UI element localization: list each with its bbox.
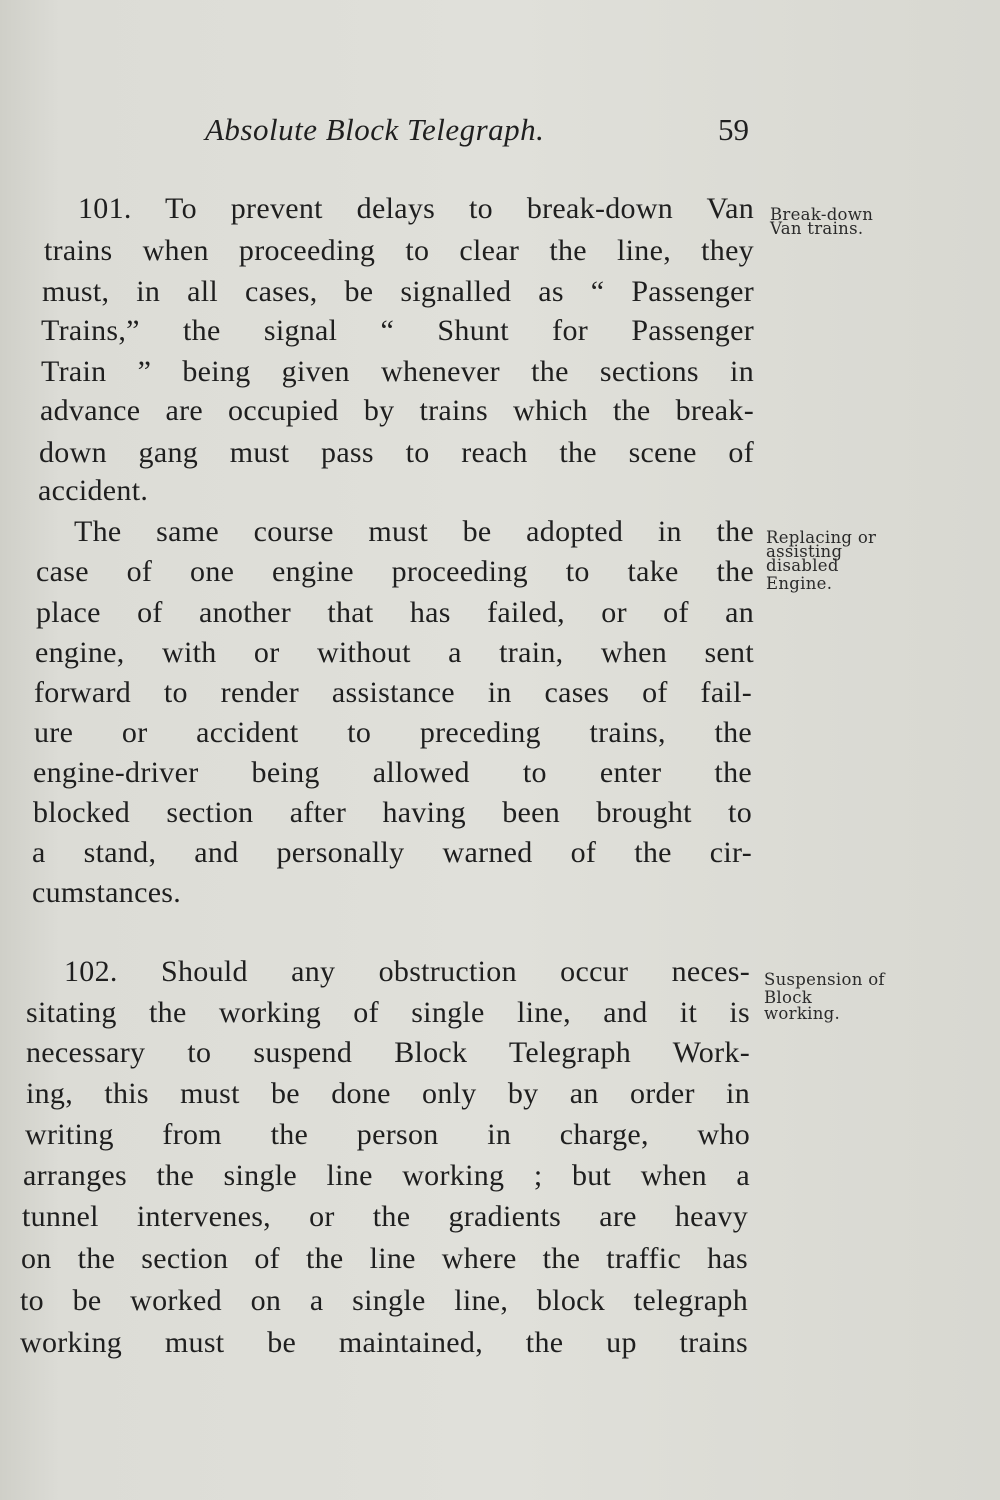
text-line: Train ” being given whenever the sections in <box>41 355 754 388</box>
text-line: engine, with or without a train, when sent <box>35 636 754 669</box>
text-line: necessary to suspend Block Telegraph Work- <box>26 1036 750 1069</box>
margin-note-line: assisting <box>766 542 843 561</box>
text-line: to be worked on a single line, block telegraph <box>20 1284 748 1317</box>
margin-note-line: Suspension of <box>764 970 885 989</box>
margin-note-suspension-block-working <box>764 970 885 1024</box>
margin-note-replacing-disabled-engine <box>766 528 876 594</box>
margin-note-line: Engine. <box>766 574 833 593</box>
page-number: 59 <box>718 112 749 147</box>
text-line: Trains,” the signal “ Shunt for Passenger <box>41 314 754 347</box>
text-line: accident. <box>38 474 149 507</box>
margin-note-line: Block <box>764 988 813 1007</box>
text-line: case of one engine proceeding to take the <box>36 555 754 588</box>
text-line: advance are occupied by trains which the break- <box>40 394 754 427</box>
text-line: writing from the person in charge, who <box>25 1118 750 1151</box>
margin-note-line: disabled <box>766 556 839 575</box>
text-line: cumstances. <box>32 876 182 909</box>
text-line: must, in all cases, be signalled as “ Passenger <box>42 275 754 308</box>
margin-note-break-down-van-trains <box>770 205 873 239</box>
text-line: place of another that has failed, or of an <box>36 596 754 629</box>
text-line: forward to render assistance in cases of fail- <box>34 676 752 709</box>
text-line: trains when proceeding to clear the line, they <box>44 234 754 267</box>
text-line: The same course must be adopted in the <box>74 515 754 548</box>
text-line: blocked section after having been brought to <box>33 796 752 829</box>
text-line: working must be maintained, the up trains <box>20 1326 748 1359</box>
margin-note-line: Break-down <box>770 205 874 224</box>
margin-note-line: Replacing or <box>766 528 877 547</box>
text-line: on the section of the line where the traffic has <box>21 1242 748 1275</box>
running-title: Absolute Block Telegraph. <box>205 112 545 147</box>
text-line: ing, this must be done only by an order in <box>26 1077 750 1110</box>
text-line: down gang must pass to reach the scene of <box>39 436 754 469</box>
margin-note-line: working. <box>764 1004 841 1023</box>
text-line: tunnel intervenes, or the gradients are heavy <box>22 1200 748 1233</box>
margin-note-line: Van trains. <box>770 219 864 238</box>
text-line: ure or accident to preceding trains, the <box>34 716 752 749</box>
text-line: 102. Should any obstruction occur neces- <box>64 955 750 988</box>
text-line: 101. To prevent delays to break-down Van <box>78 192 754 225</box>
text-line: engine-driver being allowed to enter the <box>33 756 752 789</box>
page-header <box>0 112 1000 160</box>
text-line: sitating the working of single line, and it is <box>26 996 750 1029</box>
text-line: arranges the single line working ; but when a <box>23 1159 750 1192</box>
text-line: a stand, and personally warned of the cir- <box>32 836 752 869</box>
